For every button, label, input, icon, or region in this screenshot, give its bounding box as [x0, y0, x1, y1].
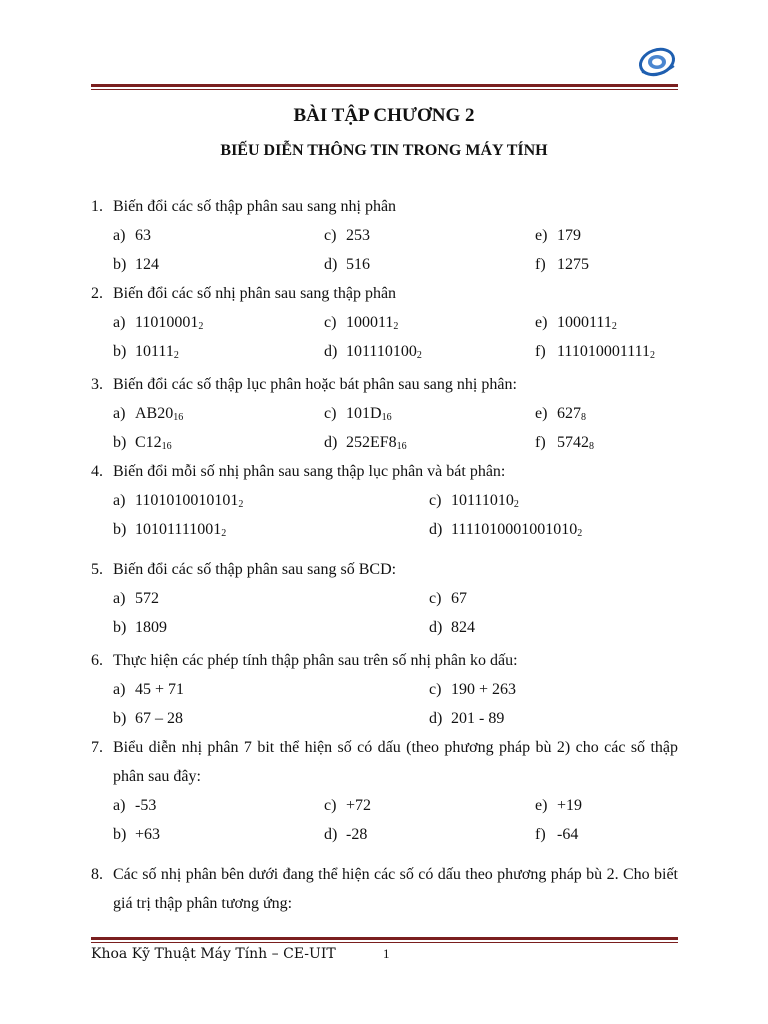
- question-text: Biến đổi các số thập phân sau sang nhị phân: [113, 198, 397, 215]
- question-6: [91, 646, 678, 675]
- answer-row: [0, 399, 768, 428]
- answer-item: a) 572: [113, 590, 159, 607]
- answer-row: [0, 428, 768, 457]
- question-number: 3.: [91, 376, 103, 393]
- question-number: 4.: [91, 463, 103, 480]
- question-number: 7.: [91, 739, 103, 756]
- answer-row: [0, 584, 768, 613]
- footer-rule: [91, 937, 678, 943]
- question-text: Biến đổi các số thập lục phân hoặc bát phân sau sang nhị phân:: [113, 376, 517, 393]
- answer-item: d) $101110100_2$: [324, 343, 422, 361]
- question-3: [91, 370, 678, 399]
- page-title: BÀI TẬP CHƯƠNG 2: [293, 105, 475, 126]
- answer-row: [0, 820, 768, 849]
- answer-item: a) $1101010010101_2$: [113, 492, 244, 510]
- question-number: 8.: [91, 866, 103, 883]
- header-rule: [91, 84, 678, 90]
- answer-item: c) $100011_2$: [324, 314, 399, 332]
- page-subtitle: BIẾU DIỄN THÔNG TIN TRONG MÁY TÍNH: [220, 142, 548, 159]
- answer-row: [0, 221, 768, 250]
- answer-item: f) $111010001111_2$: [535, 343, 656, 361]
- answer-item: c) +72: [324, 797, 372, 814]
- answer-item: b) +63: [113, 826, 161, 843]
- answer-item: b) 67 – 28: [113, 710, 183, 727]
- answer-item: a) -53: [113, 797, 157, 814]
- answer-item: b) $10111_2$: [113, 343, 179, 361]
- question-text: Biến đổi các số thập phân sau sang số BCD:: [113, 561, 397, 578]
- question-number: 2.: [91, 285, 103, 302]
- answer-item: a) 45 + 71: [113, 681, 185, 698]
- answer-row: [0, 791, 768, 820]
- answer-row: [0, 337, 768, 366]
- question-number: 1.: [91, 198, 103, 215]
- answer-row: [0, 613, 768, 642]
- answer-item: c) 67: [429, 590, 467, 607]
- answer-row: [0, 704, 768, 733]
- answer-row: [0, 250, 768, 279]
- question-4: [91, 457, 678, 486]
- answer-item: b) $10101111001_2$: [113, 521, 227, 539]
- question-text: Các số nhị phân bên dưới đang thể hiện các số có dấu theo phương pháp bù 2. Cho biết giá trị thập phân tương ứng:: [113, 866, 678, 912]
- answer-item: c) $101D_{16}$: [324, 405, 392, 423]
- answer-item: e) 179: [535, 227, 581, 244]
- answer-item: f) $5742_8$: [535, 434, 594, 452]
- footer-text: Khoa Kỹ Thuật Máy Tính – CE-UIT: [91, 946, 336, 962]
- answer-item: d) 824: [429, 619, 475, 636]
- question-1: [91, 192, 678, 221]
- question-text: Biến đổi các số nhị phân sau sang thập phân: [113, 285, 397, 302]
- question-5: [91, 555, 678, 584]
- answer-item: f) 1275: [535, 256, 589, 273]
- question-text: Biểu diễn nhị phân 7 bit thể hiện số có dấu (theo phương pháp bù 2) cho các số thập phân sau đây:: [113, 739, 678, 785]
- question-text: Thực hiện các phép tính thập phân sau trên số nhị phân ko dấu:: [113, 652, 518, 669]
- answer-item: d) 516: [324, 256, 370, 273]
- answer-row: [0, 675, 768, 704]
- question-number: 6.: [91, 652, 103, 669]
- page-number: 1: [383, 946, 390, 961]
- answer-item: c) 253: [324, 227, 370, 244]
- question-7: [91, 733, 678, 791]
- answer-item: f) -64: [535, 826, 579, 843]
- answer-item: e) +19: [535, 797, 583, 814]
- question-text: Biến đổi mỗi số nhị phân sau sang thập lục phân và bát phân:: [113, 463, 506, 480]
- answer-item: b) 124: [113, 256, 159, 273]
- answer-item: a) 63: [113, 227, 151, 244]
- answer-row: [0, 308, 768, 337]
- answer-row: [0, 486, 768, 515]
- answer-item: d) $252EF8_{16}$: [324, 434, 407, 452]
- question-2: [91, 279, 678, 308]
- question-8: [91, 860, 678, 918]
- answer-item: a) $AB20_{16}$: [113, 405, 184, 423]
- answer-item: e) $1000111_2$: [535, 314, 617, 332]
- question-number: 5.: [91, 561, 103, 578]
- answer-item: c) 190 + 263: [429, 681, 517, 698]
- answer-item: b) 1809: [113, 619, 167, 636]
- answer-item: d) 201 - 89: [429, 710, 505, 727]
- answer-item: a) $11010001_2$: [113, 314, 204, 332]
- answer-item: d) -28: [324, 826, 368, 843]
- ce-uit-logo-icon: [636, 44, 678, 80]
- answer-item: e) $627_8$: [535, 405, 586, 423]
- answer-row: [0, 515, 768, 544]
- answer-item: c) $10111010_2$: [429, 492, 519, 510]
- answer-item: b) $C12_{16}$: [113, 434, 172, 452]
- answer-item: d) $1111010001001010_2$: [429, 521, 583, 539]
